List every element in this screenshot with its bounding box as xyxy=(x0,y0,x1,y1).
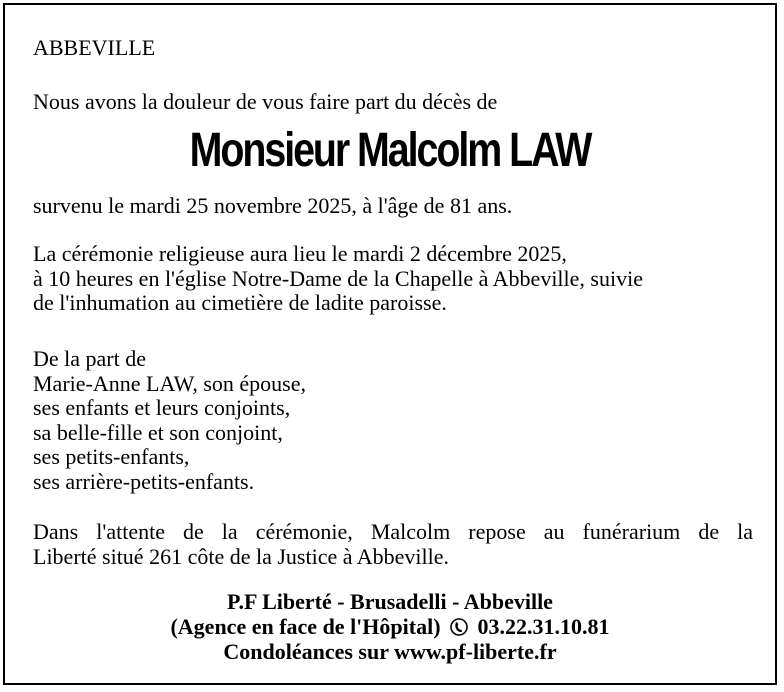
ceremony-line: La cérémonie religieuse aura lieu le mardi 2 décembre 2025, xyxy=(33,241,567,266)
town-heading: ABBEVILLE xyxy=(33,35,156,60)
funeral-home-footer xyxy=(5,589,775,664)
family-line: ses petits-enfants, xyxy=(33,444,190,469)
family-line: De la part de xyxy=(33,346,146,371)
death-details: survenu le mardi 25 novembre 2025, à l'âge de 81 ans. xyxy=(33,193,513,218)
family-list xyxy=(33,347,753,494)
family-line: ses arrière-petits-enfants. xyxy=(33,468,255,494)
ceremony-details xyxy=(33,242,753,316)
obituary-notice xyxy=(3,3,777,685)
company-name: P.F Liberté - Brusadelli - Abbeville xyxy=(227,589,553,614)
rest-line: Liberté situé 261 côte de la Justice à Abbeville. xyxy=(33,543,450,569)
agency-location: (Agence en face de l'Hôpital) xyxy=(170,614,441,639)
intro-text: Nous avons la douleur de vous faire part du décès de xyxy=(33,89,498,114)
rest-line: Dans l'attente de la cérémonie, Malcolm repose au funérarium de la xyxy=(33,519,753,544)
ceremony-line: à 10 heures en l'église Notre-Dame de la Chapelle à Abbeville, suivie xyxy=(33,265,643,291)
ceremony-line: de l'inhumation au cimetière de ladite paroisse. xyxy=(33,290,447,315)
phone-number: 03.22.31.10.81 xyxy=(477,614,610,639)
family-line: Marie-Anne LAW, son épouse, xyxy=(33,370,306,396)
deceased-name: Monsieur Malcolm LAW xyxy=(189,124,591,177)
agency-contact xyxy=(5,614,775,639)
family-line: sa belle-fille et son conjoint, xyxy=(33,419,283,445)
condolences-link: Condoléances sur www.pf-liberte.fr xyxy=(223,639,557,664)
funeral-home-details xyxy=(33,520,753,569)
family-line: ses enfants et leurs conjoints, xyxy=(33,395,291,420)
phone-icon xyxy=(450,616,468,634)
